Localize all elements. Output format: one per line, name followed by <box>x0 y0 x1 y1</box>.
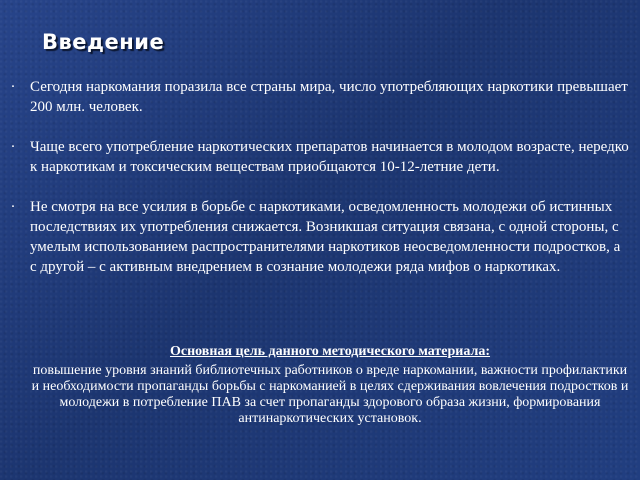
bullet-list <box>6 77 630 297</box>
slide-title: Введение <box>42 30 165 54</box>
bullet-text: Не смотря на все усилия в борьбе с наркотиками, осведомленность молодежи об истинных последствиях их употребления снижается. Возникшая ситуация связана, с одной стороны, с умелым использованием распространителями наркотиков неосведомленности подростков, а с другой – с активным внедрением в сознание молодежи ряда мифов о наркотиках. <box>30 199 621 275</box>
bullet-marker: · <box>10 79 16 95</box>
bullet-marker: · <box>10 139 16 155</box>
bullet-item <box>6 137 630 177</box>
bullet-item <box>6 197 630 277</box>
goal-section <box>30 343 630 427</box>
bullet-text: Чаще всего употребление наркотических препаратов начинается в молодом возрасте, нередко к наркотикам и токсическим веществам приобщаются 10-12-летние дети. <box>30 139 629 175</box>
bullet-item <box>6 77 630 117</box>
goal-text: повышение уровня знаний библиотечных работников о вреде наркомании, важности профилактики и необходимости пропаганды борьбы с наркоманией в целях сдерживания вовлечения подростков и молодежи в потребление ПАВ за счет пропаганды здорового образа жизни, формирования антинаркотических установок. <box>31 363 629 426</box>
bullet-text: Сегодня наркомания поразила все страны мира, число употребляющих наркотики превышает 200 млн. человек. <box>30 79 628 115</box>
goal-heading: Основная цель данного методического материала: <box>169 344 491 359</box>
bullet-marker: · <box>10 199 16 215</box>
